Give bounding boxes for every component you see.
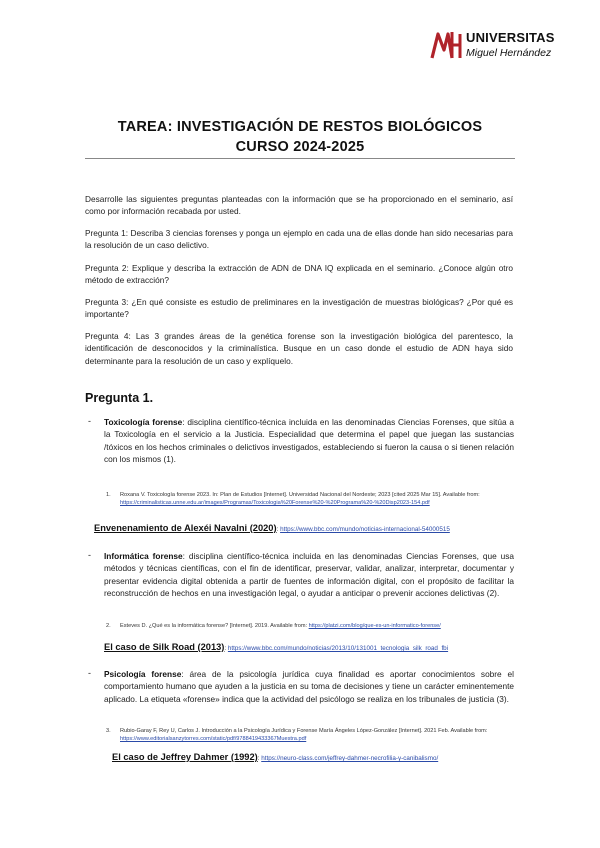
question-3: Pregunta 3: ¿En qué consiste es estudio de preliminares en la investigación de muestras biológicas? ¿Por qué es importante? [85,297,513,320]
case-dahmer [112,752,438,762]
university-logo-icon [430,28,462,62]
bullet-term: Informática forense [104,551,183,561]
university-logo [430,28,590,64]
reference-1 [106,491,515,507]
bullet-term: Toxicología forense [104,417,183,427]
bullet-term: Psicología forense [104,669,182,679]
reference-text: Rubio-Garay F, Rey U, Carlos J. Introducción a la Psicología Jurídica y Forense María Ángeles López-González [Internet]. 2021 Feb. Available from: [120,728,488,734]
reference-link[interactable]: https://platzi.com/blog/que-es-un-informatico-forense/ [308,623,441,629]
case-title: El caso de Jeffrey Dahmer (1992) [112,752,258,762]
section-heading: Pregunta 1. [85,391,154,405]
case-link[interactable]: https://www.bbc.com/mundo/noticias-internacional-54000515 [280,526,450,533]
case-separator: : [276,526,281,533]
bullet-text: : disciplina científico-técnica incluida en las denominadas Ciencias Forenses, que sitúa a la Toxicología en el servicio a la Justicia. Especialidad que determina el papel que juegan las sustancias /tóxicos en los hechos criminales o delictivos investigados, estableciendo si fueron la causa o si tienen relación con los mismos (1). [104,417,515,465]
page-title: TAREA: INVESTIGACIÓN DE RESTOS BIOLÓGICOS [117,119,483,135]
question-4: Pregunta 4: Las 3 grandes áreas de la genética forense son la investigación biológica del parentesco, la identificación de desconocidos y la criminalística. Busque en un caso donde el estudio de ADN haya sido determinante para la resolución de un caso y explíquelo. [85,331,513,366]
reference-2 [106,622,515,630]
question-1: Pregunta 1: Describa 3 ciencias forenses y ponga un ejemplo en cada una de ellas donde han sido necesarias para la resolución de un caso delictivo. [85,228,513,251]
title-divider [85,158,515,159]
logo-text-line1: UNIVERSITAS [466,30,555,45]
case-separator: : [224,645,228,652]
case-link[interactable]: https://www.bbc.com/mundo/noticias/2013/10/131001_tecnologia_silk_road_fbi [227,645,449,652]
reference-text: Roxana V. Toxicología forense 2023. In: Plan de Estudios [Internet]. Universidad Nacional del Nordeste; 2023 [cited 2025 Mar 15]. Available from: [120,492,480,498]
bullet-toxicologia [104,416,514,466]
case-link[interactable]: https://neuro-class.com/jeffrey-dahmer-necrofilia-y-canibalismo/ [261,755,439,762]
bullet-dash: - [88,550,91,560]
bullet-psicologia [104,668,514,705]
reference-number: 3. [106,728,111,734]
reference-number: 2. [106,623,111,629]
reference-text: Esteves D. ¿Qué es la informática forense? [Internet]. 2019. Available from: [120,623,309,629]
logo-text-line2: Miguel Hernández [466,47,552,59]
reference-3 [106,727,515,743]
case-separator: : [257,755,262,762]
page-subtitle: CURSO 2024-2025 [235,139,365,155]
reference-link[interactable]: https://www.editorialsanzytorres.com/static/pdf/9788419433367Muestra.pdf [120,736,307,742]
case-title: El caso de Silk Road (2013) [104,642,225,652]
bullet-text: : área de la psicología jurídica cuya finalidad es aportar conocimientos sobre el comportamiento humano que ayuden a la justicia en su toma de decisiones y tiene un carácter eminentemente aplicado. La etiqueta «forense» indica que la actividad del psicólogo se realiza en los tribunales de justicia (3). [104,669,514,704]
bullet-informatica [104,550,514,600]
question-2: Pregunta 2: Explique y describa la extracción de ADN de DNA IQ explicada en el seminario. ¿Conoce algún otro método de extracción? [85,263,513,286]
reference-number: 1. [106,492,111,498]
case-navalni [94,523,450,533]
case-silk-road [104,642,448,652]
intro-paragraph: Desarrolle las siguientes preguntas planteadas con la información que se ha proporcionado en el seminario, así como por información recabada por usted. [85,194,513,217]
bullet-text: : disciplina científico-técnica incluida en las denominadas Ciencias Forenses, que usa métodos y técnicas científicas, con el fin de identificar, preservar, validar, analizar, interpretar, documentar y presentar evidencia digital obtenida a partir de fuentes de información digital, con el propósito de facilitar la reconstrucción de hechos en una investigación legal, o ayudar a anticipar o prevenir acciones delictivas (2). [104,551,514,599]
bullet-dash: - [88,416,91,426]
case-title: Envenenamiento de Alexéi Navalni (2020) [94,523,277,533]
bullet-dash: - [88,668,91,678]
reference-link[interactable]: https://criminalisticas.unne.edu.ar/images/Programas/Toxicologia%20Forense%20-%20Programa%20-%20Disp2023-154.pdf [120,500,430,506]
